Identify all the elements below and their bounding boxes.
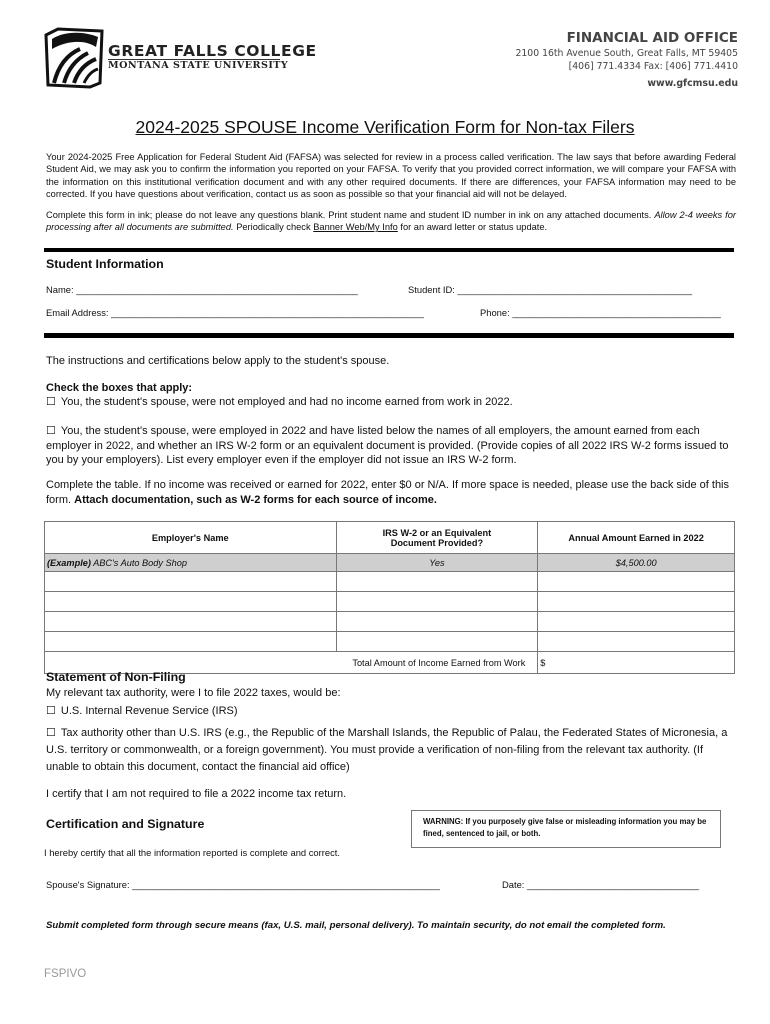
other-authority-checkbox[interactable]: ☐ bbox=[46, 727, 56, 739]
employer-cell[interactable] bbox=[45, 632, 337, 652]
irs-checkbox[interactable]: ☐ bbox=[46, 705, 56, 717]
college-name: GREAT FALLS COLLEGE bbox=[108, 42, 317, 60]
college-logo bbox=[44, 27, 104, 89]
w2-cell[interactable] bbox=[336, 572, 538, 592]
intro-paragraph: Your 2024-2025 Free Application for Federal Student Aid (FAFSA) was selected for review in a process called verification. The law says that before awarding Federal Student Aid, we may ask you to confirm the information you reported on your FAFSA. To verify that you provided correct information, we will compare your FAFSA with the information on this institutional verification document and with any other required documents. If there are differences, your FAFSA information may need to be corrected. If you have questions about verification, contact us as soon as possible so that your financial aid will not be delayed. bbox=[46, 152, 736, 199]
table-row bbox=[45, 592, 735, 612]
date-field[interactable]: Date: _________________________________ bbox=[502, 879, 700, 890]
table-row bbox=[45, 632, 735, 652]
example-employer: (Example) ABC's Auto Body Shop bbox=[45, 554, 337, 572]
example-amount: $4,500.00 bbox=[538, 554, 735, 572]
office-title: FINANCIAL AID OFFICE bbox=[566, 30, 738, 46]
col-annual-amount: Annual Amount Earned in 2022 bbox=[538, 522, 735, 554]
w2-cell[interactable] bbox=[336, 632, 538, 652]
w2-cell[interactable] bbox=[336, 592, 538, 612]
not-employed-checkbox[interactable]: ☐ bbox=[46, 396, 56, 408]
table-row bbox=[45, 572, 735, 592]
total-value[interactable]: $ bbox=[538, 652, 735, 674]
section-divider bbox=[44, 333, 734, 338]
employer-cell[interactable] bbox=[45, 592, 337, 612]
student-name-field[interactable]: Name: ______________________________________________________ bbox=[46, 284, 358, 295]
phone-field[interactable]: Phone: ________________________________________ bbox=[480, 307, 721, 318]
employer-cell[interactable] bbox=[45, 572, 337, 592]
option-not-employed: ☐ You, the student's spouse, were not employed and had no income earned from work in 2022. bbox=[46, 396, 513, 408]
amount-cell[interactable] bbox=[538, 612, 735, 632]
submission-note: Submit completed form through secure means (fax, U.S. mail, personal delivery). To maintain security, do not email the completed form. bbox=[46, 920, 666, 931]
table-row bbox=[45, 612, 735, 632]
student-info-heading: Student Information bbox=[46, 257, 164, 271]
email-field[interactable]: Email Address: ____________________________________________________________ bbox=[46, 307, 424, 318]
instructions-paragraph: Complete this form in ink; please do not leave any questions blank. Print student name and student ID number in ink on any attached documents. Allow 2-4 weeks for processing after all documents are submitted. Periodically check Banner Web/My Info for an award letter or status update. bbox=[46, 210, 736, 233]
amount-cell[interactable] bbox=[538, 632, 735, 652]
amount-cell[interactable] bbox=[538, 592, 735, 612]
spouse-note: The instructions and certifications below apply to the student's spouse. bbox=[46, 355, 390, 367]
office-address: 2100 16th Avenue South, Great Falls, MT 59405 bbox=[515, 48, 738, 59]
university-name: MONTANA STATE UNIVERSITY bbox=[108, 60, 289, 71]
col-employer-name: Employer's Name bbox=[45, 522, 337, 554]
employed-checkbox[interactable]: ☐ bbox=[46, 425, 56, 437]
example-w2: Yes bbox=[336, 554, 538, 572]
non-filing-heading: Statement of Non-Filing bbox=[46, 670, 186, 684]
checkbox-heading: Check the boxes that apply: bbox=[46, 382, 193, 394]
option-other-authority: ☐ Tax authority other than U.S. IRS (e.g., the Republic of the Marshall Islands, the Republic of Palau, the Federated States of Micronesia, a U.S. territory or commonwealth, or a foreign government). You must provide a verification of non-filing from the relevant tax authority. (If unable to obtain this document, contact the financial aid office) bbox=[46, 727, 728, 773]
non-filing-certify: I certify that I am not required to file a 2022 income tax return. bbox=[46, 788, 347, 800]
col-w2-provided: IRS W-2 or an Equivalent Document Provided? bbox=[336, 522, 538, 554]
student-id-field[interactable]: Student ID: _____________________________________________ bbox=[408, 284, 693, 295]
w2-cell[interactable] bbox=[336, 612, 538, 632]
warning-box: WARNING: If you purposely give false or misleading information you may be fined, sentenced to jail, or both. bbox=[411, 810, 721, 848]
option-irs: ☐ U.S. Internal Revenue Service (IRS) bbox=[46, 705, 238, 717]
section-divider bbox=[44, 248, 734, 252]
banner-web-link[interactable]: Banner Web/My Info bbox=[313, 222, 398, 233]
spouse-signature-field[interactable]: Spouse's Signature: ___________________________________________________________ bbox=[46, 879, 440, 890]
total-label: Total Amount of Income Earned from Work bbox=[45, 652, 538, 674]
certification-statement: I hereby certify that all the information reported is complete and correct. bbox=[44, 847, 340, 858]
form-title: 2024-2025 SPOUSE Income Verification Form for Non-tax Filers bbox=[135, 117, 635, 137]
example-row bbox=[45, 554, 735, 572]
non-filing-lead: My relevant tax authority, were I to file 2022 taxes, would be: bbox=[46, 687, 341, 699]
office-phone-fax: [406] 771.4334 Fax: [406] 771.4410 bbox=[568, 61, 738, 72]
table-instructions: Complete the table. If no income was received or earned for 2022, enter $0 or N/A. If more space is needed, please use the back side of this form. Attach documentation, such as W-2 forms for each source of income. bbox=[46, 479, 729, 506]
office-website: www.gfcmsu.edu bbox=[647, 78, 738, 89]
employer-table bbox=[44, 521, 735, 674]
table-header-row bbox=[45, 522, 735, 554]
employer-cell[interactable] bbox=[45, 612, 337, 632]
form-code: FSPIVO bbox=[44, 968, 87, 980]
amount-cell[interactable] bbox=[538, 572, 735, 592]
certification-heading: Certification and Signature bbox=[46, 817, 205, 831]
option-employed: ☐ You, the student's spouse, were employed in 2022 and have listed below the names of all employers, the amount earned from each employer in 2022, and whether an IRS W-2 form or an equivalent document is provided. (Provide copies of all 2022 IRS W-2 forms issued to you by your employers). List every employer even if the employer did not issue an IRS W-2 form. bbox=[46, 425, 729, 466]
